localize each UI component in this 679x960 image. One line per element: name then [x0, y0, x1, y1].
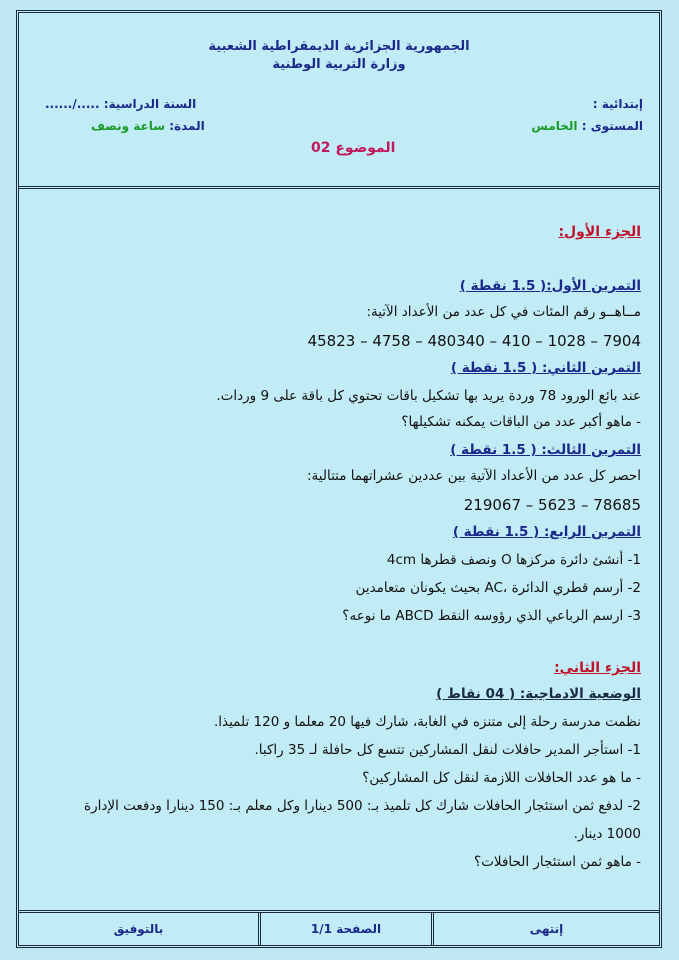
ex3-numbers: 78685 – 5623 – 219067	[463, 496, 641, 514]
part1-title: الجزء الأول:	[558, 224, 641, 240]
footer-end: إنتهى	[529, 922, 564, 936]
level-row	[531, 119, 643, 133]
ex2-title: التمرين الثاني: ( 1.5 نقطة )	[450, 360, 641, 376]
part2-text1: نظمت مدرسة رحلة إلى متنزه في الغابة، شارك فيها 20 معلما و 120 تلميذا.	[213, 714, 641, 730]
ex4-q2: 2- أرسم قطري الدائرة ،AC بحيث يكونان متعامدين	[355, 580, 641, 596]
ex2-text1: عند بائع الورود 78 وردة يريد بها تشكيل باقات تحتوي كل باقة على 9 وردات.	[216, 388, 641, 404]
ex1-title: التمرين الأول:( 1.5 نقطة )	[459, 278, 641, 294]
school-label: إبتدائية :	[592, 97, 643, 111]
ex1-text: مــاهــو رقم المئات في كل عدد من الأعداد الآتية:	[366, 304, 641, 320]
header	[19, 13, 659, 189]
level-value: الخامس	[531, 119, 578, 133]
footer	[19, 910, 659, 946]
footer-luck: بالتوفيق	[113, 922, 164, 936]
year-row	[45, 97, 196, 111]
level-label: المستوى :	[581, 119, 643, 133]
part2-q2: 2- لدفع ثمن استئجار الحافلات شارك كل تلميذ بـ: 500 دينارا وكل معلم بـ: 150 دينارا ودفعت الإدارة	[84, 798, 641, 814]
part2-q2c: - ماهو ثمن استئجار الحافلات؟	[474, 854, 641, 870]
ex4-q1: 1- أنشئ دائرة مركزها O ونصف قطرها 4cm	[386, 552, 641, 568]
exam-body	[19, 190, 659, 908]
duration-label: المدة:	[169, 119, 205, 133]
ex2-text2: - ماهو أكبر عدد من الباقات يمكنه تشكيلها؟	[401, 414, 641, 430]
part2-q2b: 1000 دينار.	[573, 826, 641, 842]
duration-row	[91, 119, 205, 133]
part2-q1: 1- استأجر المدير حافلات لنقل المشاركين تتسع كل حافلة لـ 35 راكبا.	[254, 742, 641, 758]
year-value: ...../......	[45, 97, 100, 111]
part2-title: الجزء الثاني:	[554, 660, 641, 676]
topic-title: الموضوع 02	[311, 140, 396, 156]
footer-divider	[431, 913, 434, 946]
duration-value: ساعة ونصف	[91, 119, 166, 133]
republic-title: الجمهورية الجزائرية الديمقراطية الشعبية	[208, 39, 470, 54]
ex4-q3: 3- ارسم الرباعي الذي رؤوسه النقط ABCD ما نوعه؟	[342, 608, 641, 624]
ex3-text: احصر كل عدد من الأعداد الآتية بين عددين عشراتهما متتالية:	[306, 468, 641, 484]
ex3-title: التمرين الثالث: ( 1.5 نقطة )	[450, 442, 641, 458]
ex4-title: التمرين الرابع: ( 1.5 نقطة )	[452, 524, 641, 540]
footer-divider	[258, 913, 261, 946]
part2-q1b: - ما هو عدد الحافلات اللازمة لنقل كل المشاركين؟	[362, 770, 641, 786]
year-label: السنة الدراسية:	[103, 97, 197, 111]
ministry-title: وزارة التربية الوطنية	[272, 57, 406, 72]
footer-page: الصفحة 1/1	[310, 922, 382, 936]
ex1-numbers: 7904 – 1028 – 410 – 480340 – 4758 – 45823	[307, 332, 641, 350]
situation-title: الوضعية الادماجية: ( 04 نقاط )	[436, 686, 641, 702]
